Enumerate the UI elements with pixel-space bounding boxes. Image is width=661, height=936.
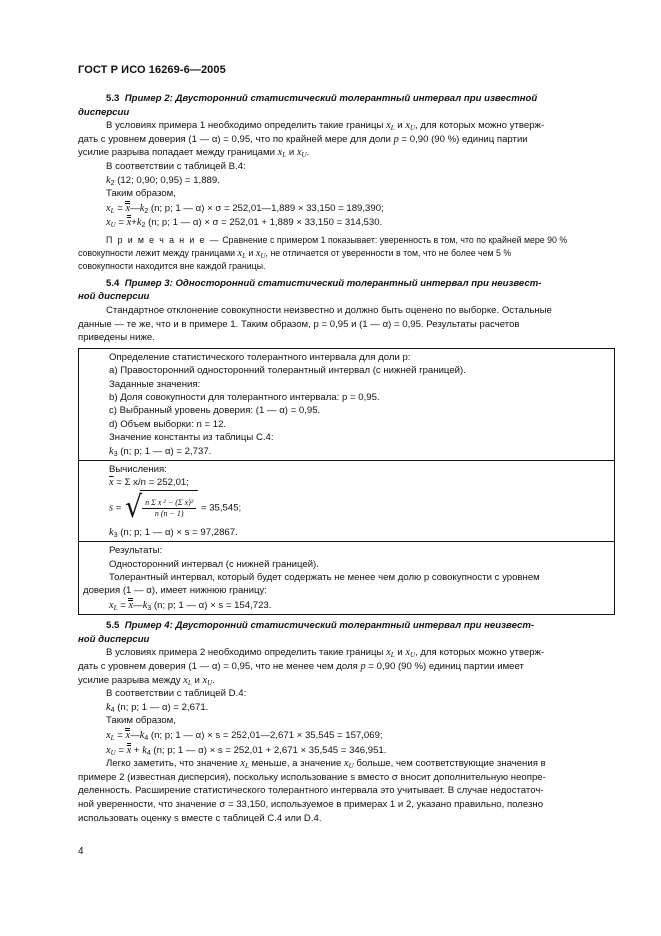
note-line: совокупности находится вне каждой границы. <box>78 261 266 272</box>
box-section-results <box>79 541 614 614</box>
box-line: Определение статистического толерантного интервала для доли p: <box>109 351 411 363</box>
formula-upper-limit: $x_U = x + k_4$ (n; p; 1 — α) × s = 252,01 + 2,671 × 35,545 = 346,951. <box>106 744 387 757</box>
box-line: c) Выбранный уровень доверия: (1 — α) = 0,95. <box>109 405 321 417</box>
paragraph-line: Таким образом, <box>106 188 176 200</box>
note-line: П р и м е ч а н и е — Сравнение с примером 1 показывает: уверенность в том, что по крайней мере 90 % <box>106 234 568 245</box>
paragraph-line: данные — те же, что и в примере 1. Таким образом, p = 0,95 и (1 — α) = 0,95. Результаты расчетов <box>78 318 520 330</box>
box-line: Вычисления: <box>109 463 167 475</box>
paragraph-line: примере 2 (известная дисперсия), поскольку использование s вместо σ вносит дополнительную неопре- <box>78 771 546 783</box>
box-line: Заданные значения: <box>109 378 201 390</box>
formula-line: $k_2$ (12; 0,90; 0,95) = 1,889. <box>106 174 220 187</box>
section-5-3-heading-cont: дисперсии <box>78 106 130 118</box>
formula-line: $k_4$ (n; p; 1 — α) = 2,671. <box>106 701 209 714</box>
section-5-4-heading: 5.4 Пример 3: Односторонний статистический толерантный интервал при неизвест- <box>106 277 542 289</box>
paragraph-line: Таким образом, <box>106 715 176 727</box>
box-line: Толерантный интервал, который будет содержать не менее чем долю p совокупности с уровнем <box>109 571 540 583</box>
std-dev-formula: s = √ $\frac{\text{n Σ x ² − (Σ x)²}}{n (n - 1)}$ = 35,545; <box>109 489 242 525</box>
paragraph-line: усилие разрыва попадает между границами $x_L$ и $x_U$. <box>78 147 310 160</box>
paragraph-line: В условиях примера 2 необходимо определить такие границы $x_L$ и $x_U$, для которых можно утверж- <box>106 647 545 660</box>
note-line: совокупности лежит между границами $x_L$ и $x_U$, не отличается от уверенности в том, что не более чем 5 % <box>78 247 512 260</box>
paragraph-line: В соответствии с таблицей В.4: <box>106 160 246 172</box>
paragraph-line: В условиях примера 1 необходимо определить такие границы $x_L$ и $x_U$, для которых можно утверж- <box>106 120 545 133</box>
box-line: доверия (1 — α), имеет нижнюю границу: <box>83 585 267 597</box>
paragraph-line: ной уверенности, что значение σ = 33,150, используемое в примерах 1 и 2, указано правильно, полезно <box>78 798 544 810</box>
section-5-5-heading-cont: ной дисперсии <box>78 633 150 645</box>
paragraph-line: Стандартное отклонение совокупности неизвестно и должно быть оценено по выборке. Остальные <box>106 304 552 316</box>
paragraph-line: дать с уровнем доверия (1 — α) = 0,95, что не менее чем доля p = 0,90 (90 %) единиц партии имеет <box>78 660 524 672</box>
fraction: $\frac{\text{n Σ x ² − (Σ x)²}}{n (n - 1)}$ <box>142 498 196 519</box>
box-line: Односторонний интервал (с нижней границей). <box>109 558 319 570</box>
formula-lower-limit: $x_L$ = $x—k_2$ (n; p; 1 — α) × σ = 252,01—1,889 × 33,150 = 189,390; <box>106 202 384 215</box>
paragraph-line: использовать оценку s вместе с таблицей С.4 или D.4. <box>78 812 322 824</box>
box-line: b) Доля совокупности для толерантного интервала: p = 0,95. <box>109 391 380 403</box>
box-line: Результаты: <box>109 545 163 557</box>
page-number: 4 <box>78 846 84 857</box>
box-line: Значение константы из таблицы С.4: <box>109 432 274 444</box>
section-5-5-heading: 5.5 Пример 4: Двусторонний статистический толерантный интервал при неизвест- <box>106 620 535 632</box>
paragraph-line: Легко заметить, что значение $x_L$ меньше, а значение $x_U$ больше, чем соответствующие значения в <box>106 758 546 771</box>
box-section-given <box>79 349 614 460</box>
box-line: $k_3$ (n; p; 1 — α) × s = 97,2867. <box>109 526 238 539</box>
paragraph-line: В соответствии с таблицей D.4: <box>106 688 247 700</box>
box-section-calculations <box>79 460 614 541</box>
paragraph-line: приведены ниже. <box>78 332 155 344</box>
box-line: $k_3$ (n; p; 1 — α) = 2,737. <box>109 445 212 458</box>
box-line: d) Объем выборки: n = 12. <box>109 418 227 430</box>
formula-upper-limit: $x_U = x+k_2$ (n; p; 1 — α) × σ = 252,01 + 1,889 × 33,150 = 314,530. <box>106 217 383 230</box>
paragraph-line: деленность. Расширение статистического толерантного интервала это учитывает. В случае недостаточ- <box>78 785 544 797</box>
document-header: ГОСТ Р ИСО 16269-6—2005 <box>78 64 226 76</box>
section-5-3-heading: 5.3 Пример 2: Двусторонний статистический толерантный интервал при известной <box>106 93 538 104</box>
page-body <box>78 92 615 825</box>
paragraph-line: дать с уровнем доверия (1 — α) = 0,95, что по крайней мере для доли p = 0,90 (90 %) единиц партии <box>78 133 528 145</box>
paragraph-line: усилие разрыва между $x_L$ и $x_U$. <box>78 674 215 687</box>
calculation-box <box>78 348 615 616</box>
box-line: a) Правосторонний односторонний толерантный интервал (с нижней границей). <box>109 365 466 377</box>
box-line: $\overline{x} = \Sigma$ x/n = 252,01; <box>109 477 189 489</box>
formula-lower-limit: $x_L$ = $x—k_4$ (n; p; 1 — α) × s = 252,01—2,671 × 35,545 = 157,069; <box>106 729 383 742</box>
box-line: $x_L$ = $x—k_3$ (n; p; 1 — α) × s = 154,723. <box>109 599 272 612</box>
square-root: √ $\frac{\text{n Σ x ² − (Σ x)²}}{n (n - 1)}$ <box>124 490 198 526</box>
section-5-4-heading-cont: ной дисперсии <box>78 291 150 303</box>
